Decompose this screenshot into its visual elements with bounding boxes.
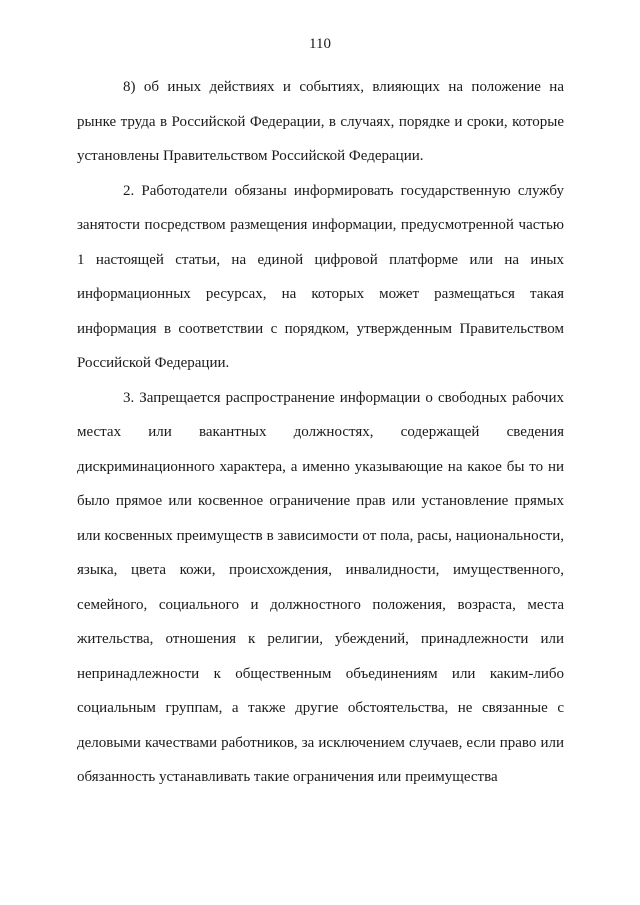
page-number: 110 — [309, 36, 331, 52]
paragraph-part-3: 3. Запрещается распространение информации о свободных рабочих местах или вакантных должностях, содержащей сведения дискриминационного характера, а именно указывающие на какое бы то ни было прямое или косвенное ограничение прав или установление прямых или косвенных преимуществ в зависимости от пола, расы, национальности, языка, цвета кожи, происхождения, инвалидности, имущественного, семейного, социального и должностного положения, возраста, места жительства, отношения к религии, убеждений, принадлежности или непринадлежности к общественным объединениям или каким-либо социальным группам, а также другие обстоятельства, не связанные с деловыми качествами работников, за исключением случаев, если право или обязанность устанавливать такие ограничения или преимущества — [77, 389, 564, 785]
paragraph-part-2: 2. Работодатели обязаны информировать государственную службу занятости посредством размещения информации, предусмотренной частью 1 настоящей статьи, на единой цифровой платформе или на иных информационных ресурсах, на которых может размещаться такая информация в соответствии с порядком, утвержденным Правительством Российской Федерации. — [77, 182, 564, 371]
paragraph-item-8: 8) об иных действиях и событиях, влияющих на положение на рынке труда в Российской Федерации, в случаях, порядке и сроки, которые установлены Правительством Российской Федерации. — [77, 79, 564, 164]
document-body — [77, 70, 564, 795]
